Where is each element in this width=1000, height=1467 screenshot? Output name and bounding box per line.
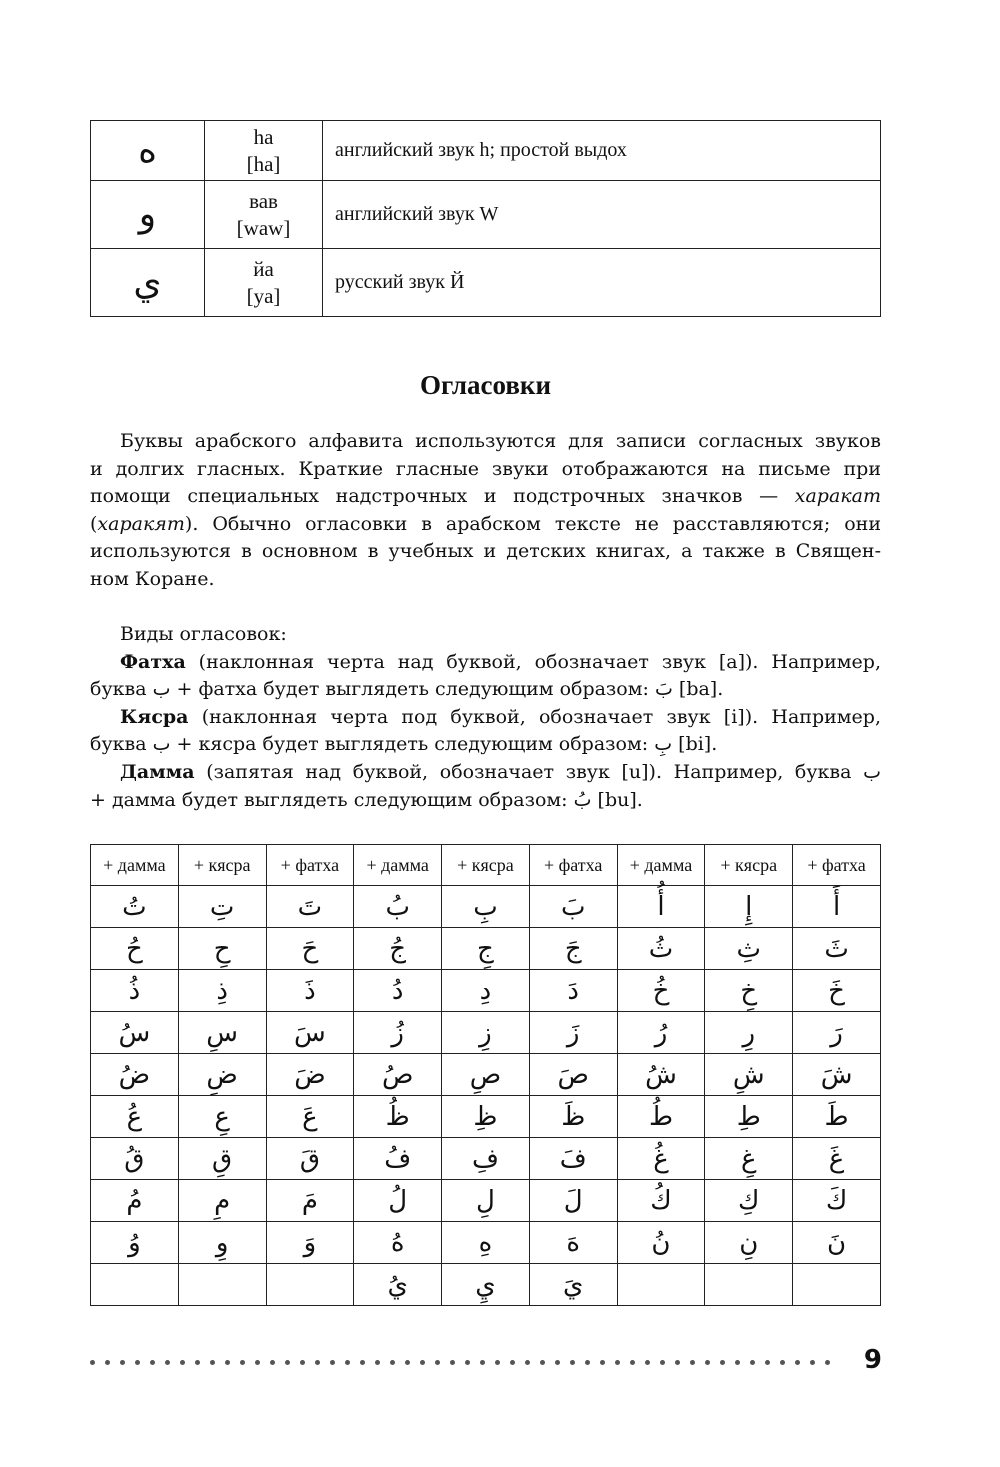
paragraph-line: Буквы арабского алфавита используются для записи согласных звуков: [120, 430, 881, 452]
leader-dot: [675, 1360, 680, 1365]
leader-dot: [510, 1360, 515, 1365]
grid-cell: فَ: [529, 1138, 617, 1180]
grid-cell: يَ: [529, 1264, 617, 1306]
grid-cell: هَ: [529, 1222, 617, 1264]
grid-cell: صَ: [529, 1054, 617, 1096]
letter-translit: [waw]: [236, 215, 291, 240]
grid-cell: حُ: [91, 928, 179, 970]
grid-cell: فِ: [442, 1138, 530, 1180]
leader-dot: [255, 1360, 260, 1365]
grid-cell: كُ: [617, 1180, 705, 1222]
grid-cell: [266, 1264, 354, 1306]
grid-cell: جَ: [529, 928, 617, 970]
grid-cell: عَ: [266, 1096, 354, 1138]
grid-cell: ذَ: [266, 970, 354, 1012]
leader-dot: [825, 1360, 830, 1365]
leader-dot: [105, 1360, 110, 1365]
line-text: [bi].: [678, 733, 718, 756]
letter-translit: [ya]: [246, 283, 281, 308]
grid-cell: دِ: [442, 970, 530, 1012]
paragraph-line: и долгих гласных. Краткие гласные звуки отображаются на письме при: [90, 457, 881, 480]
arabic-example: بَ: [654, 678, 673, 701]
line-text: (: [90, 512, 98, 535]
grid-cell: لُ: [354, 1180, 442, 1222]
leader-dot: [555, 1360, 560, 1365]
line-text: помощи специальных надстрочных и подстрочных значков —: [90, 485, 779, 508]
grid-cell: طِ: [705, 1096, 793, 1138]
grid-cell: مُ: [91, 1180, 179, 1222]
leader-dot: [195, 1360, 200, 1365]
grid-header-cell: + фатха: [793, 845, 881, 886]
line-text: ). Обычно огласовки в арабском тексте не расставляются; они: [184, 512, 881, 535]
term-harakat: харакат: [794, 485, 881, 508]
grid-cell: إِ: [705, 886, 793, 928]
paragraph-line: используются в основном в учебных и детских книгах, а также в Священ-: [90, 540, 881, 563]
leader-dot: [585, 1360, 590, 1365]
leader-dot: [210, 1360, 215, 1365]
grid-row: [91, 970, 881, 1012]
line-text: [ba].: [678, 678, 724, 701]
vowel-grid: [90, 844, 881, 1306]
fatha-line-2: [90, 676, 881, 704]
grid-cell: [793, 1264, 881, 1306]
leader-dot: [165, 1360, 170, 1365]
leader-dot: [225, 1360, 230, 1365]
section-heading: Огласовки: [419, 370, 552, 400]
grid-cell: غَ: [793, 1138, 881, 1180]
grid-cell: صِ: [442, 1054, 530, 1096]
grid-cell: ظَ: [529, 1096, 617, 1138]
line-text: + кясра будет выглядеть следующим образом:: [176, 733, 649, 756]
grid-cell: ذُ: [91, 970, 179, 1012]
grid-cell: زَ: [529, 1012, 617, 1054]
grid-cell: شِ: [705, 1054, 793, 1096]
paragraph-line: [90, 511, 881, 539]
grid-cell: طُ: [617, 1096, 705, 1138]
leader-dot: [765, 1360, 770, 1365]
arabic-letter: ه: [91, 121, 205, 181]
letters-row: [91, 249, 881, 317]
grid-cell: ضُ: [91, 1054, 179, 1096]
grid-cell: عُ: [91, 1096, 179, 1138]
leader-dot: [645, 1360, 650, 1365]
grid-cell: هِ: [442, 1222, 530, 1264]
line-text: (наклонная черта над буквой, обозначает звук [a]). Например,: [198, 650, 881, 673]
grid-cell: وِ: [178, 1222, 266, 1264]
grid-cell: أَ: [793, 886, 881, 928]
grid-cell: غِ: [705, 1138, 793, 1180]
kasra-term: Кясра: [120, 705, 189, 728]
page-number: 9: [863, 1345, 882, 1375]
grid-cell: سَ: [266, 1012, 354, 1054]
paragraph-line: [90, 483, 881, 511]
grid-cell: يِ: [442, 1264, 530, 1306]
grid-cell: أُ: [617, 886, 705, 928]
leader-dot: [315, 1360, 320, 1365]
grid-cell: لِ: [442, 1180, 530, 1222]
letter-name-cell: [205, 121, 323, 181]
leader-dot: [135, 1360, 140, 1365]
leader-dot: [600, 1360, 605, 1365]
grid-cell: بُ: [354, 886, 442, 928]
grid-row: [91, 886, 881, 928]
leader-dot: [735, 1360, 740, 1365]
leader-dot: [90, 1360, 95, 1365]
grid-cell: شُ: [617, 1054, 705, 1096]
leader-dot: [750, 1360, 755, 1365]
grid-cell: فُ: [354, 1138, 442, 1180]
arabic-example: بُ: [573, 788, 592, 811]
grid-cell: وَ: [266, 1222, 354, 1264]
leader-dot: [795, 1360, 800, 1365]
fatha-term: Фатха: [120, 650, 186, 673]
leader-dot: [630, 1360, 635, 1365]
grid-header-cell: + кясра: [705, 845, 793, 886]
line-text: буква: [90, 678, 147, 701]
grid-header-cell: + фатха: [529, 845, 617, 886]
arabic-letter: ي: [91, 249, 205, 317]
leader-dot: [450, 1360, 455, 1365]
letter-description: английский звук W: [323, 181, 881, 249]
leader-dot: [405, 1360, 410, 1365]
grid-cell: ضَ: [266, 1054, 354, 1096]
letter-description: английский звук h; простой выдох: [323, 121, 881, 181]
grid-cell: نَ: [793, 1222, 881, 1264]
term-harakyat: харакят: [97, 512, 185, 535]
grid-cell: حِ: [178, 928, 266, 970]
letter-description: русский звук Й: [323, 249, 881, 317]
grid-cell: تَ: [266, 886, 354, 928]
grid-cell: رَ: [793, 1012, 881, 1054]
leader-dot: [435, 1360, 440, 1365]
line-text: буква: [90, 733, 147, 756]
paragraph-line: ном Коране.: [90, 567, 215, 590]
grid-cell: كَ: [793, 1180, 881, 1222]
kasra-line-2: [90, 731, 881, 759]
letter-name: йа: [253, 256, 274, 281]
grid-cell: زِ: [442, 1012, 530, 1054]
grid-cell: تِ: [178, 886, 266, 928]
grid-cell: [178, 1264, 266, 1306]
arabic-letter: ب: [152, 678, 171, 701]
grid-row: [91, 1222, 881, 1264]
leader-dot: [270, 1360, 275, 1365]
grid-cell: قُ: [91, 1138, 179, 1180]
leader-dot: [240, 1360, 245, 1365]
leader-dot: [180, 1360, 185, 1365]
grid-cell: [617, 1264, 705, 1306]
grid-cell: بَ: [529, 886, 617, 928]
grid-cell: سُ: [91, 1012, 179, 1054]
grid-cell: خِ: [705, 970, 793, 1012]
damma-term: Дамма: [120, 760, 195, 783]
leader-dot: [690, 1360, 695, 1365]
leader-dot: [420, 1360, 425, 1365]
grid-cell: جُ: [354, 928, 442, 970]
leader-dot: [615, 1360, 620, 1365]
grid-cell: هُ: [354, 1222, 442, 1264]
grid-cell: كِ: [705, 1180, 793, 1222]
line-text: (наклонная черта под буквой, обозначает звук [i]). Например,: [201, 705, 881, 728]
grid-cell: خُ: [617, 970, 705, 1012]
letter-name-cell: [205, 249, 323, 317]
grid-row: [91, 1012, 881, 1054]
vowel-kinds: [90, 621, 881, 814]
grid-row: [91, 1180, 881, 1222]
grid-cell: شَ: [793, 1054, 881, 1096]
grid-header-cell: + кясра: [178, 845, 266, 886]
grid-cell: طَ: [793, 1096, 881, 1138]
grid-cell: حَ: [266, 928, 354, 970]
grid-cell: دَ: [529, 970, 617, 1012]
grid-header-cell: + дамма: [91, 845, 179, 886]
grid-cell: دُ: [354, 970, 442, 1012]
grid-cell: ثَ: [793, 928, 881, 970]
grid-cell: غُ: [617, 1138, 705, 1180]
grid-header-cell: + дамма: [354, 845, 442, 886]
arabic-letter: و: [91, 181, 205, 249]
grid-cell: بِ: [442, 886, 530, 928]
letters-row: [91, 121, 881, 181]
grid-cell: خَ: [793, 970, 881, 1012]
leader-dot: [705, 1360, 710, 1365]
letters-table: [90, 120, 881, 317]
leader-dot: [390, 1360, 395, 1365]
grid-cell: قَ: [266, 1138, 354, 1180]
letter-name: вав: [249, 188, 278, 213]
leader-dot: [540, 1360, 545, 1365]
grid-cell: ثُ: [617, 928, 705, 970]
grid-header-cell: + фатха: [266, 845, 354, 886]
grid-cell: ثِ: [705, 928, 793, 970]
leader-dot: [660, 1360, 665, 1365]
grid-cell: زُ: [354, 1012, 442, 1054]
grid-cell: [705, 1264, 793, 1306]
letter-name-cell: [205, 181, 323, 249]
grid-header-cell: + дамма: [617, 845, 705, 886]
leader-dot: [300, 1360, 305, 1365]
line-text: [bu].: [597, 788, 643, 811]
kinds-intro: Виды огласовок:: [120, 623, 287, 645]
line-text: + фатха будет выглядеть следующим образом:: [176, 678, 649, 701]
arabic-letter: ب: [152, 733, 171, 756]
grid-cell: نُ: [617, 1222, 705, 1264]
grid-cell: قِ: [178, 1138, 266, 1180]
kasra-line-1: [90, 704, 881, 732]
grid-cell: رُ: [617, 1012, 705, 1054]
arabic-letter: ب: [863, 760, 881, 783]
grid-row: [91, 1138, 881, 1180]
leader-dot: [480, 1360, 485, 1365]
intro-paragraph: [90, 428, 881, 594]
arabic-example: بِ: [654, 733, 673, 756]
grid-cell: عِ: [178, 1096, 266, 1138]
letter-name: ha: [253, 124, 274, 149]
grid-cell: يُ: [354, 1264, 442, 1306]
grid-cell: [91, 1264, 179, 1306]
grid-cell: تُ: [91, 886, 179, 928]
grid-cell: سِ: [178, 1012, 266, 1054]
grid-row: [91, 928, 881, 970]
grid-cell: ظُ: [354, 1096, 442, 1138]
leader-dot: [150, 1360, 155, 1365]
letters-row: [91, 181, 881, 249]
grid-header-row: [91, 845, 881, 886]
leader-dot: [720, 1360, 725, 1365]
grid-cell: نِ: [705, 1222, 793, 1264]
leader-dot: [330, 1360, 335, 1365]
grid-cell: رِ: [705, 1012, 793, 1054]
grid-cell: وُ: [91, 1222, 179, 1264]
grid-row: [91, 1096, 881, 1138]
leader-dot: [495, 1360, 500, 1365]
leader-dot: [810, 1360, 815, 1365]
leader-dot: [285, 1360, 290, 1365]
leader-dot: [360, 1360, 365, 1365]
letter-translit: [ha]: [246, 151, 281, 176]
leader-dot: [120, 1360, 125, 1365]
leader-dot: [525, 1360, 530, 1365]
grid-cell: لَ: [529, 1180, 617, 1222]
dotted-leader: [90, 1356, 830, 1368]
grid-cell: صُ: [354, 1054, 442, 1096]
leader-dot: [570, 1360, 575, 1365]
grid-cell: جِ: [442, 928, 530, 970]
leader-dot: [465, 1360, 470, 1365]
damma-line-1: [90, 759, 881, 787]
leader-dot: [345, 1360, 350, 1365]
leader-dot: [375, 1360, 380, 1365]
damma-line-2: [90, 787, 881, 815]
leader-dot: [780, 1360, 785, 1365]
grid-cell: مِ: [178, 1180, 266, 1222]
grid-header-cell: + кясра: [442, 845, 530, 886]
grid-cell: مَ: [266, 1180, 354, 1222]
grid-cell: ذِ: [178, 970, 266, 1012]
grid-cell: ضِ: [178, 1054, 266, 1096]
line-text: (запятая над буквой, обозначает звук [u]). Например, буква: [206, 760, 852, 783]
line-text: + дамма будет выглядеть следующим образом:: [90, 788, 568, 811]
grid-cell: ظِ: [442, 1096, 530, 1138]
grid-row: [91, 1264, 881, 1306]
grid-row: [91, 1054, 881, 1096]
fatha-line-1: [90, 649, 881, 677]
